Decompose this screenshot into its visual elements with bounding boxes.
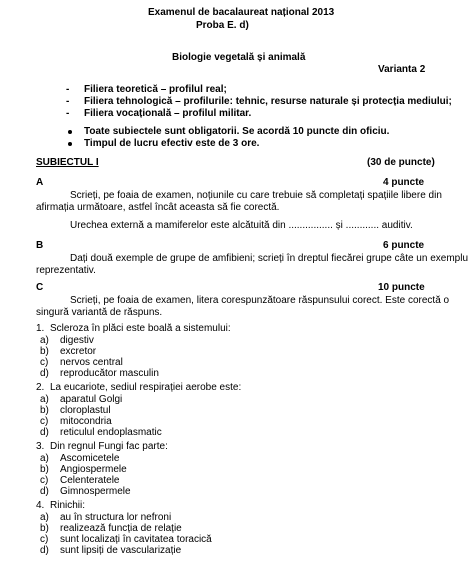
option-text: Ascomicetele [60,453,120,464]
option-text: au în structura lor nefroni [60,512,172,523]
section-a-sentence: Urechea externă a mamiferelor este alcătuită din ................ și ............ auditiv. [70,220,413,231]
filiera-item: Filiera teoretică – profilul real; [84,84,227,95]
section-a-points: 4 puncte [383,177,425,188]
option-text: cloroplastul [60,405,111,416]
option-letter: b) [40,523,49,534]
option-letter: d) [40,545,49,556]
option-letter: c) [40,416,49,427]
option-text: Angiospermele [60,464,127,475]
subiect-points: (30 de puncte) [367,157,435,168]
subiect-title: SUBIECTUL I [36,157,99,168]
section-b-instruction: Dați două exemple de grupe de amfibieni; scrieți în dreptul fiecărei grupe câte un exemplu [70,253,469,264]
filiera-dash: - [66,84,70,95]
section-b-points: 6 puncte [383,240,425,251]
option-letter: b) [40,464,49,475]
question-number: 3. [36,441,45,452]
option-text: realizează funcția de relație [60,523,182,534]
question-stem: Din regnul Fungi fac parte: [50,441,168,452]
section-a-letter: A [36,177,44,188]
option-letter: b) [40,346,49,357]
option-letter: c) [40,475,49,486]
question-number: 1. [36,323,45,334]
section-a-instruction-cont: afirmația următoare, astfel încât aceasta să fie corectă. [36,202,280,213]
option-text: excretor [60,346,97,357]
exam-subtitle: Proba E. d) [196,20,249,31]
option-letter: a) [40,453,49,464]
section-c-instruction: Scrieți, pe foaia de examen, litera corespunzătoare răspunsului corect. Este corectă o [70,295,450,306]
option-letter: c) [40,357,49,368]
option-letter: c) [40,534,49,545]
bullet-icon [68,142,72,146]
filiera-dash: - [66,96,70,107]
question-number: 2. [36,382,45,393]
section-b-letter: B [36,240,44,251]
option-text: reticulul endoplasmatic [60,427,162,438]
option-text: digestiv [60,335,94,346]
option-text: sunt lipsiți de vascularizație [60,545,182,556]
section-b-instruction-cont: reprezentativ. [36,265,96,276]
bullet-icon [68,130,72,134]
option-text: sunt localizați în cavitatea toracică [60,534,212,545]
filiera-dash: - [66,108,70,119]
option-letter: a) [40,394,49,405]
variant-label: Varianta 2 [378,64,426,75]
option-letter: a) [40,335,49,346]
section-a-instruction: Scrieți, pe foaia de examen, noțiunile cu care trebuie să completați spațiile libere din [70,190,442,201]
option-letter: d) [40,368,49,379]
question-stem: Rinichii: [50,500,86,511]
option-text: Gimnospermele [60,486,131,497]
question-stem: La eucariote, sediul respirației aerobe este: [50,382,242,393]
section-c-points: 10 puncte [378,282,425,293]
section-c-letter: C [36,282,44,293]
filiera-item: Filiera vocațională – profilul militar. [84,108,252,119]
filiera-item: Filiera tehnologică – profilurile: tehnic, resurse naturale și protecția mediului; [84,96,452,107]
question-stem: Scleroza în plăci este boală a sistemului: [50,323,231,334]
section-c-instruction-cont: singură variantă de răspuns. [36,307,163,318]
rule-item: Toate subiectele sunt obligatorii. Se acordă 10 puncte din oficiu. [84,126,390,137]
option-letter: d) [40,427,49,438]
exam-title: Examenul de bacalaureat național 2013 [148,7,335,18]
option-text: aparatul Golgi [60,394,123,405]
subject-title: Biologie vegetală și animală [172,52,306,63]
option-text: mitocondria [60,416,112,427]
option-letter: d) [40,486,49,497]
question-number: 4. [36,500,45,511]
option-text: Celenteratele [60,475,120,486]
option-letter: b) [40,405,49,416]
option-text: reproducător masculin [60,368,159,379]
option-letter: a) [40,512,49,523]
option-text: nervos central [60,357,123,368]
rule-item: Timpul de lucru efectiv este de 3 ore. [84,138,260,149]
